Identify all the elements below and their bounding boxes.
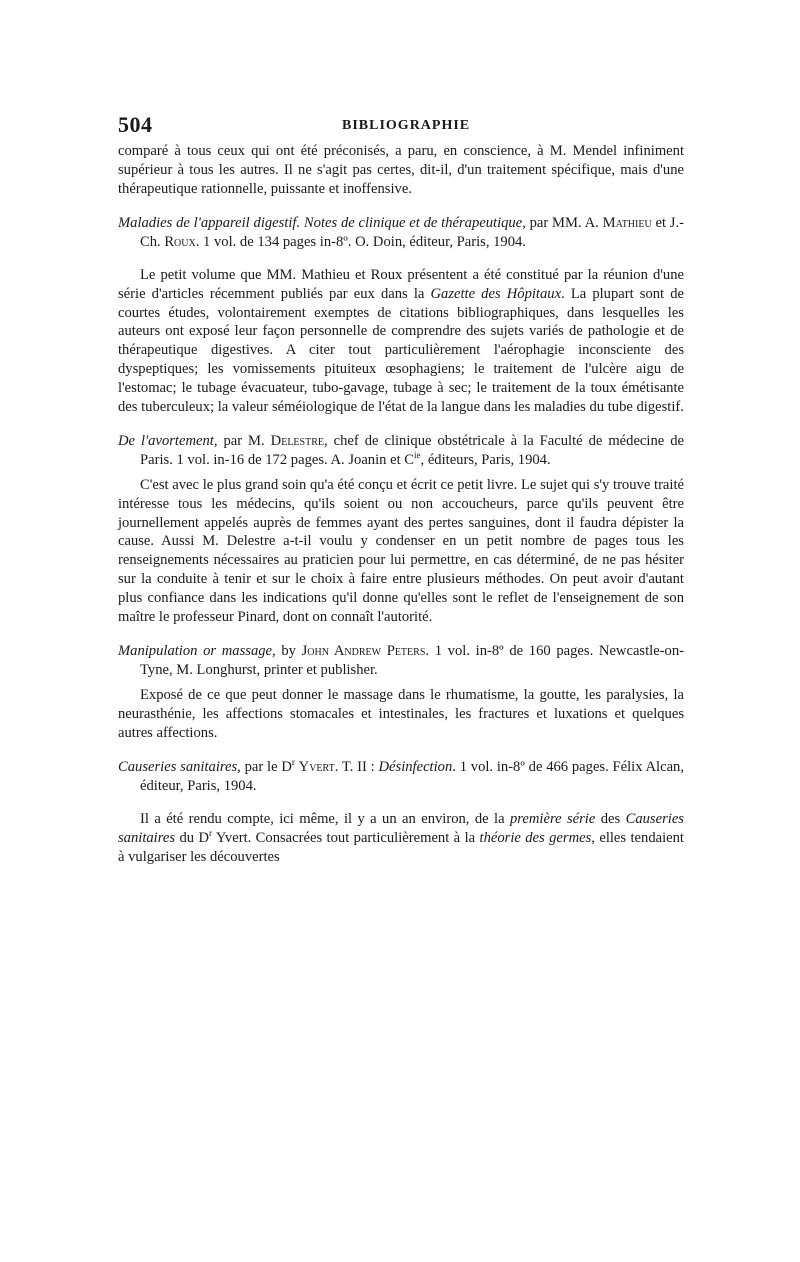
paragraph-continuation: comparé à tous ceux qui ont été préconisés, a paru, en conscience, à M. Mendel infiniment supérieur à tous les autres. Il ne s'agit pas certes, dit-il, d'un traitement spécifique, mais d'une thérapeutique rationnelle, puissante et inoffensive. [118,143,684,197]
review-paragraph-maladies: Le petit volume que MM. Mathieu et Roux présentent a été constitué par la réunion d'une série d'articles récemment publiés par eux dans la Gazette des Hôpitaux. La plupart sont de courtes études, volontairement exemptes de citations bibliographiques, dans lesquelles les auteurs ont exposé leur façon personnelle de comprendre des sujets variés de pathologie et de thérapeutique digestives. A citer tout particulièrement l'aérophagie inconsciente des dyspeptiques; les vomissements pituiteux œsophagiens; le traitement de l'ulcère aigu de l'estomac; le tubage évacuateur, tubo-gavage, tubage à sec; le traitement de la toux émétisante des tuberculeux; la valeur séméiologique de l'état de la langue dans les maladies du tube digestif. [118,266,684,415]
entry-subtitle: Désinfection [378,759,453,776]
entry-title: Causeries sanitaires, [118,759,241,776]
bibliography-entry-avortement: De l'avortement, par M. Delestre, chef de clinique obstétricale à la Faculté de médecine de Paris. 1 vol. in-16 de 172 pages. A. Joanin et $C^{ie}$, éditeurs, Paris, 1904. [118,433,684,469]
running-title: BIBLIOGRAPHIE [342,118,471,133]
entry-author: Mathieu [602,215,652,232]
review-paragraph-causeries: Il a été rendu compte, ici même, il y a un an environ, de la première série des Causeries sanitaires du $D^r$ Yvert. Consacrées tout particulièrement à la théorie des germes, elles tendaient à vulgariser les découvertes [118,810,684,865]
page-number: 504 [118,112,153,137]
entry-author: Yvert [298,759,335,776]
entry-author: Roux [164,234,196,251]
entry-title: Manipulation or massage, [118,643,276,660]
page [118,112,684,866]
entry-author: John Andrew Peters [301,643,426,660]
page-header [118,112,684,142]
bibliography-entry-massage: Manipulation or massage, by John Andrew Peters. 1 vol. in-8º de 160 pages. Newcastle-on-Tyne, M. Longhurst, printer et publisher. [118,643,684,679]
bibliography-entry-maladies: Maladies de l'appareil digestif. Notes de clinique et de thérapeutique, par MM. A. Mathieu et J.-Ch. Roux. 1 vol. de 134 pages in-8º. O. Doin, éditeur, Paris, 1904. [118,215,684,251]
entry-title: De l'avortement, [118,433,218,450]
entry-author: Delestre [270,433,324,450]
journal-title: Gazette des Hôpitaux [430,285,562,302]
entry-title: Maladies de l'appareil digestif. Notes de clinique et de thérapeutique, [118,215,526,232]
review-paragraph-avortement: C'est avec le plus grand soin qu'a été conçu et écrit ce petit livre. Le sujet qui s'y trouve traité intéresse tous les médecins, qu'ils soient ou non accoucheurs, parce qu'ils peuvent être journellement appelés auprès de femmes ayant des pertes sanguines, dont il faudra dépister la cause. Aussi M. Delestre a-t-il voulu y condenser en un petit nombre de pages tous les renseignements nécessaires au praticien pour lui permettre, en cas déterminé, de ne pas hésiter sur la conduite à tenir et sur le choix à faire entre plusieurs méthodes. On peut avoir d'autant plus confiance dans les indications qu'il donne qu'elles sont le reflet de l'enseignement de son maître le professeur Pinard, dont on connaît l'autorité. [118,476,684,625]
bibliography-entry-causeries: Causeries sanitaires, par le $D^r$ Yvert. T. II : Désinfection. 1 vol. in-8º de 466 pages. Félix Alcan, éditeur, Paris, 1904. [118,757,685,795]
review-paragraph-massage: Exposé de ce que peut donner le massage dans le rhumatisme, la goutte, les paralysies, la neurasthénie, les affections stomacales et intestinales, les fractures et luxations et quelques autres affections. [118,686,684,741]
